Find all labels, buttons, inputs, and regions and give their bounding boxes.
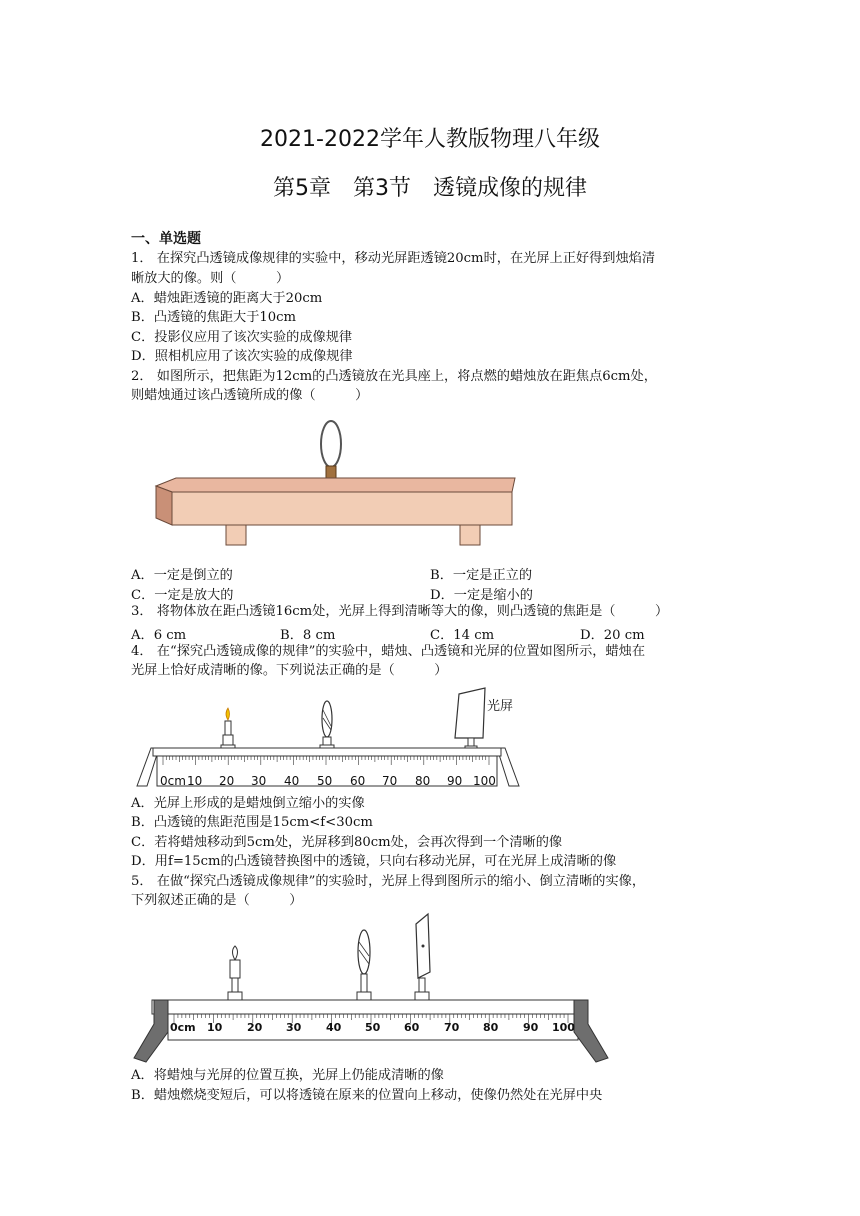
- ruler-label-60: 60: [350, 774, 366, 788]
- ruler-label-100: 100: [552, 1021, 575, 1034]
- q5-optical-bench-figure: [132, 912, 612, 1064]
- q1-option-d: D．照相机应用了该次实验的成像规律: [131, 349, 353, 364]
- chapter-title: 第5章 第3节 透镜成像的规律: [273, 176, 587, 201]
- bench-legs: [226, 525, 480, 545]
- ruler-label-90: 90: [447, 774, 463, 788]
- q2-stem-cont: 则蜡烛通过该凸透镜所成的像（ ）: [131, 388, 369, 403]
- q3-stem: 3． 将物体放在距凸透镜16cm处，光屏上得到清晰等大的像，则凸透镜的焦距是（ ）: [131, 604, 669, 619]
- q4-option-c: C．若将蜡烛移动到5cm处，光屏移到80cm处，会再次得到一个清晰的像: [131, 835, 563, 850]
- q3-option-d: D．20 cm: [580, 628, 645, 643]
- ruler-label-50: 50: [365, 1021, 381, 1034]
- ruler-bench: [134, 1000, 608, 1062]
- candle-icon: [221, 708, 235, 754]
- ruler-label-0: 0cm: [160, 774, 186, 788]
- screen-label: 光屏: [487, 699, 514, 714]
- q3-option-b: B．8 cm: [280, 628, 336, 643]
- ruler-label-30: 30: [251, 774, 267, 788]
- q4-option-b: B．凸透镜的焦距范围是15cm<f<30cm: [131, 815, 373, 830]
- q2-option-c: C．一定是放大的: [131, 588, 234, 603]
- ruler-label-70: 70: [444, 1021, 460, 1034]
- ruler-label-40: 40: [284, 774, 300, 788]
- ruler-label-20: 20: [219, 774, 235, 788]
- q2-option-a: A．一定是倒立的: [131, 568, 233, 583]
- ruler-bench: [137, 748, 519, 788]
- q5-stem-cont: 下列叙述正确的是（ ）: [131, 893, 303, 908]
- ruler-label-30: 30: [286, 1021, 302, 1034]
- q5-option-a: A．将蜡烛与光屏的位置互换，光屏上仍能成清晰的像: [131, 1068, 444, 1083]
- q3-option-a: A．6 cm: [131, 628, 187, 643]
- worksheet-title: 2021-2022学年人教版物理八年级: [260, 127, 600, 152]
- q5-option-b: B．蜡烛燃烧变短后，可以将透镜在原来的位置向上移动，使像仍然处在光屏中央: [131, 1088, 603, 1103]
- ruler-label-80: 80: [415, 774, 431, 788]
- q2-optical-bench-figure: [150, 418, 520, 550]
- ruler-label-90: 90: [523, 1021, 539, 1034]
- q2-option-d: D．一定是缩小的: [430, 588, 533, 603]
- q3-option-c: C．14 cm: [430, 628, 495, 643]
- q2-stem: 2． 如图所示，把焦距为12cm的凸透镜放在光具座上，将点燃的蜡烛放在距焦点6cm处，: [131, 369, 657, 384]
- q1-option-b: B．凸透镜的焦距大于10cm: [131, 310, 297, 325]
- optical-bench-beam: [156, 478, 515, 525]
- ruler-label-70: 70: [382, 774, 398, 788]
- ruler-label-20: 20: [247, 1021, 263, 1034]
- ruler-label-10: 10: [187, 774, 203, 788]
- q4-stem-cont: 光屏上恰好成清晰的像。下列说法正确的是（ ）: [131, 663, 448, 678]
- q2-option-b: B．一定是正立的: [430, 568, 533, 583]
- q1-option-a: A．蜡烛距透镜的距离大于20cm: [131, 291, 323, 306]
- q1-stem-cont: 晰放大的像。则（ ）: [131, 271, 290, 286]
- ruler-label-80: 80: [483, 1021, 499, 1034]
- ruler-label-0: 0cm: [170, 1021, 196, 1034]
- q4-optical-bench-figure: [133, 686, 523, 792]
- section-heading: 一、单选题: [131, 231, 201, 247]
- ruler-label-10: 10: [207, 1021, 223, 1034]
- ruler-label-60: 60: [404, 1021, 420, 1034]
- q4-option-d: D．用f=15cm的凸透镜替换图中的透镜，只向右移动光屏，可在光屏上成清晰的像: [131, 854, 617, 869]
- q4-stem: 4． 在“探究凸透镜成像的规律”的实验中，蜡烛、凸透镜和光屏的位置如图所示，蜡烛在: [131, 644, 645, 659]
- q1-option-c: C．投影仪应用了该次实验的成像规律: [131, 330, 353, 345]
- ruler-label-100: 100: [473, 774, 496, 788]
- q5-stem: 5． 在做“探究凸透镜成像规律”的实验时，光屏上得到图所示的缩小、倒立清晰的实像，: [131, 874, 645, 889]
- screen-icon: [455, 688, 485, 754]
- q4-option-a: A．光屏上形成的是蜡烛倒立缩小的实像: [131, 796, 365, 811]
- screen-icon: [411, 914, 433, 1012]
- lens-icon: [320, 701, 334, 754]
- q1-stem: 1． 在探究凸透镜成像规律的实验中，移动光屏距透镜20cm时，在光屏上正好得到烛焰清: [131, 251, 656, 266]
- ruler-label-40: 40: [326, 1021, 342, 1034]
- ruler-label-50: 50: [317, 774, 333, 788]
